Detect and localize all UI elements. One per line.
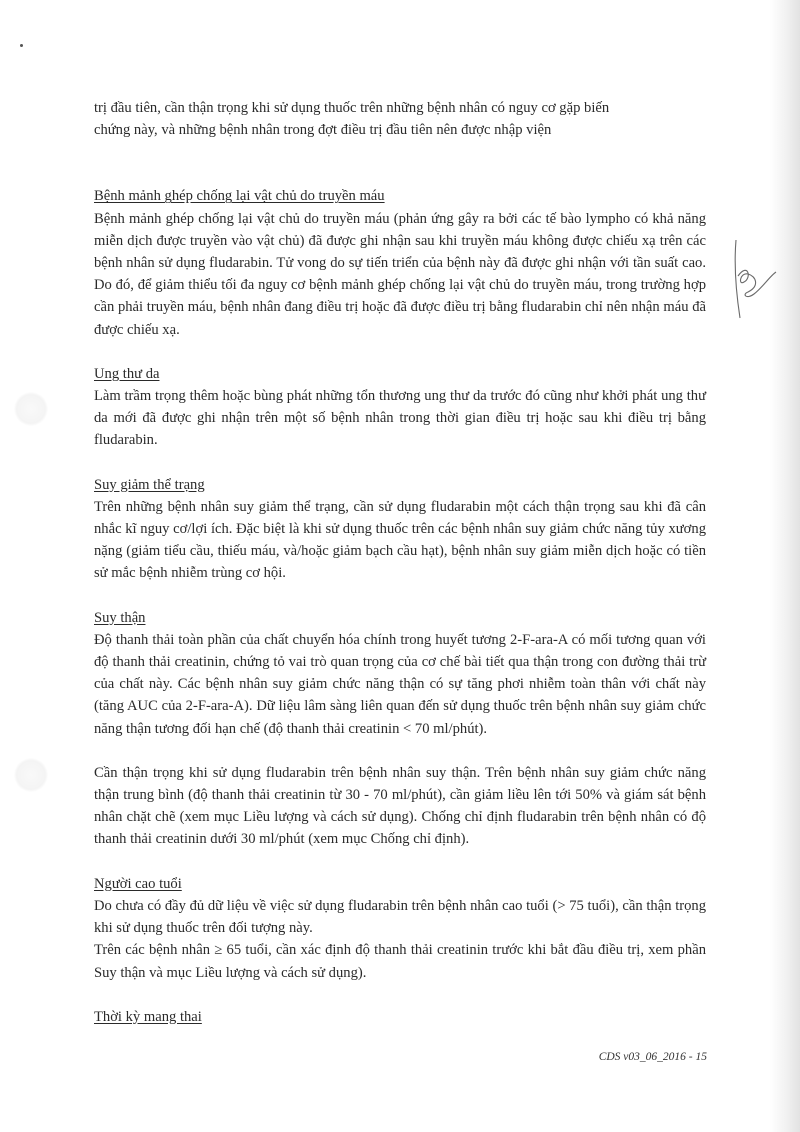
section-heading-debilitated: Suy giảm thể trạng [94,476,205,493]
section-heading-skin-cancer: Ung thư da [94,365,160,382]
section-paragraph: Làm trầm trọng thêm hoặc bùng phát những tổn thương ung thư da trước đó cũng như khởi phát ung thư da mới đã được ghi nhận trên một số bệnh nhân trong thời gian điều trị hoặc sau khi điều trị bằng fludarabin. [94,388,706,449]
section-paragraph: Bệnh mảnh ghép chống lại vật chủ do truyền máu (phản ứng gây ra bởi các tế bào lympho có khả năng miễn dịch được truyền vào vật chủ) đã được ghi nhận sau khi truyền máu không được chiếu xạ trên các bệnh nhân sử dụng fludarabin. Tử vong do sự tiến triển của bệnh này đã được ghi nhận với tần suất cao. Do đó, để giảm thiểu tối đa nguy cơ bệnh mảnh ghép chống lại vật chủ do truyền máu, trong trường hợp cần phải truyền máu, bệnh nhân đang điều trị hoặc đã được điều trị bằng fludarabin chỉ nên nhận máu đã được chiếu xạ. [94,210,706,338]
section-paragraph: Trên những bệnh nhân suy giảm thể trạng, cần sử dụng fludarabin một cách thận trọng sau khi đã cân nhắc kĩ nguy cơ/lợi ích. Đặc biệt là khi sử dụng thuốc trên các bệnh nhân suy giảm chức năng tủy xương nặng (giảm tiểu cầu, thiếu máu, và/hoặc giảm bạch cầu hạt), bệnh nhân suy giảm miễn dịch hoặc có tiền sử mắc bệnh nhiễm trùng cơ hội. [94,498,706,582]
section-heading-elderly: Người cao tuổi [94,875,182,892]
intro-line: trị đầu tiên, cần thận trọng khi sử dụng thuốc trên những bệnh nhân có nguy cơ gặp biến [94,100,610,116]
page-footer-code: CDS v03_06_2016 - 15 [598,1051,707,1063]
punch-hole-mark [14,758,48,792]
scan-page-edge [770,0,800,1132]
intro-line: chứng này, và những bệnh nhân trong đợt điều trị đầu tiên nên được nhập viện [94,122,552,139]
section-heading-transfusion-gvhd: Bệnh mảnh ghép chống lại vật chủ do truyền máu [94,188,385,205]
section-paragraph: Do chưa có đầy đủ dữ liệu về việc sử dụng fludarabin trên bệnh nhân cao tuổi (> 75 tuổi), cần thận trọng khi sử dụng thuốc trên đối tượng này. [94,897,706,937]
section-paragraph: Độ thanh thải toàn phần của chất chuyển hóa chính trong huyết tương 2-F-ara-A có mối tương quan với độ thanh thải creatinin, chứng tỏ vai trò quan trọng của cơ chế bài tiết qua thận trong con đường thải trừ của chất này. Các bệnh nhân suy giảm chức năng thận có sự tăng phơi nhiễm toàn thân với chất này (tăng AUC của 2-F-ara-A). Dữ liệu lâm sàng liên quan đến sử dụng thuốc trên bệnh nhân suy giảm chức năng thận tương đối hạn chế (độ thanh thải creatinin < 70 ml/phút). [94,631,706,737]
scan-speck [20,44,23,47]
section-paragraph: Cần thận trọng khi sử dụng fludarabin trên bệnh nhân suy thận. Trên bệnh nhân suy giảm chức năng thận trung bình (độ thanh thải creatinin từ 30 - 70 ml/phút), cần giảm liều lên tới 50% và giám sát bệnh nhân chặt chẽ (xem mục Liều lượng và cách sử dụng). Chống chỉ định fludarabin trên bệnh nhân có độ thanh thải creatinin dưới 30 ml/phút (xem mục Chống chỉ định). [94,764,706,848]
punch-hole-mark [14,392,48,426]
section-heading-renal-impairment: Suy thận [94,609,146,626]
section-heading-pregnancy: Thời kỳ mang thai [94,1008,202,1025]
document-body [94,97,706,1028]
section-paragraph: Trên các bệnh nhân ≥ 65 tuổi, cần xác định độ thanh thải creatinin trước khi bắt đầu điều trị, xem phần Suy thận và mục Liều lượng và cách sử dụng). [94,942,706,981]
handwritten-initial-signature [728,236,778,322]
